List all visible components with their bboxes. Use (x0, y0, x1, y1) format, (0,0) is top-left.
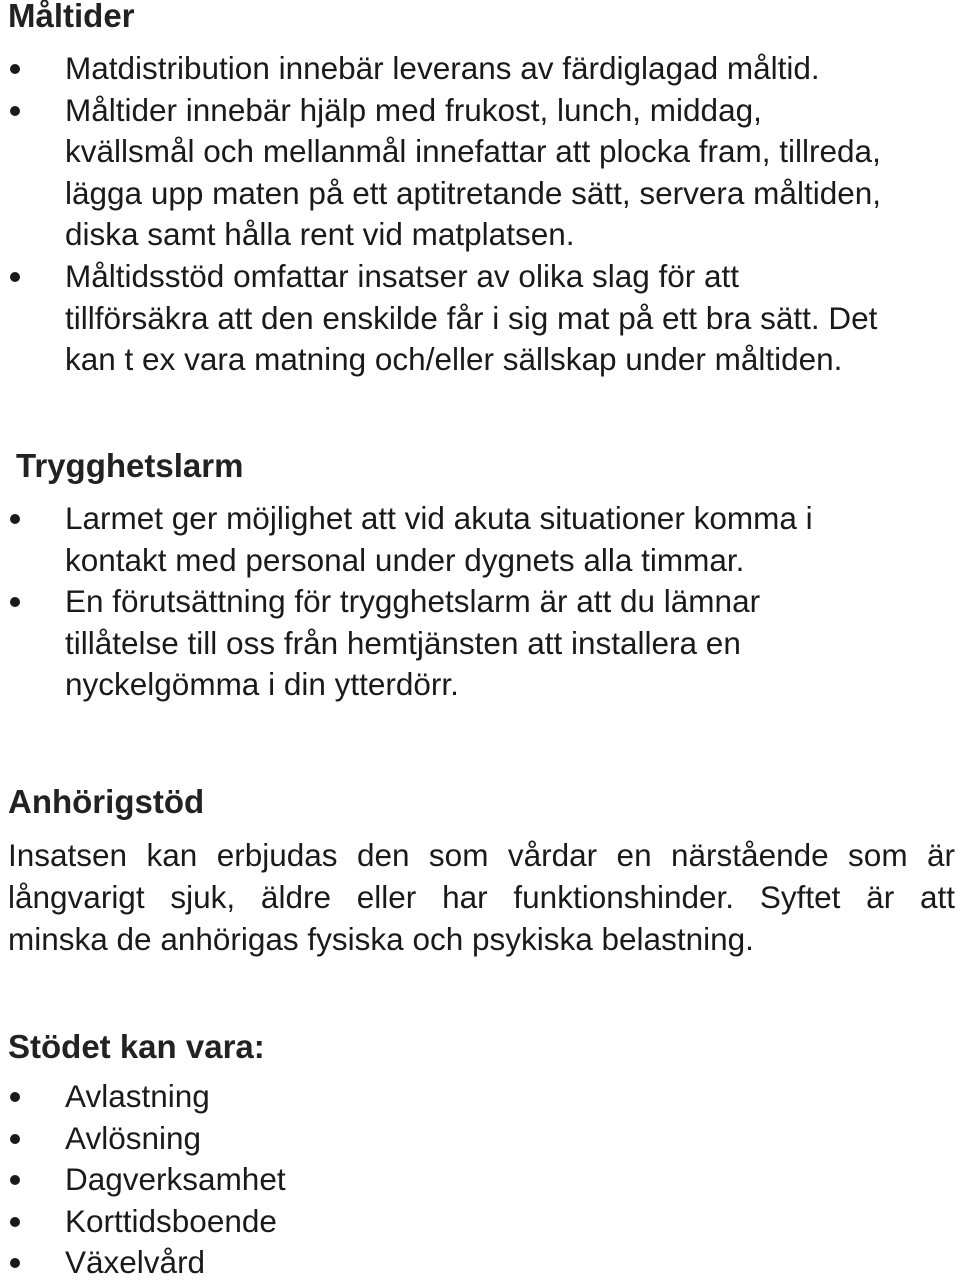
bullet-icon (10, 597, 20, 607)
anhorigstod-paragraph (8, 834, 955, 960)
list-item-text: kvällsmål och mellanmål innefattar att plocka fram, tillreda, (65, 133, 881, 170)
trygghetslarm-list (0, 498, 960, 706)
bullet-icon (10, 1258, 20, 1268)
list-item-text: kan t ex vara matning och/eller sällskap under måltiden. (65, 341, 843, 378)
list-item-text: Dagverksamhet (65, 1161, 286, 1198)
list-item (0, 256, 960, 381)
list-item (0, 90, 960, 256)
list-item-text: tillåtelse till oss från hemtjänsten att installera en (65, 624, 741, 661)
bullet-icon (10, 1134, 20, 1144)
stodet-list (0, 1076, 960, 1284)
paragraph-line: minska de anhörigas fysiska och psykiska belastning. (8, 921, 754, 957)
list-item (0, 498, 960, 581)
heading-stodet-kan-vara: Stödet kan vara: (8, 1028, 265, 1065)
list-item-text: Växelvård (65, 1244, 206, 1281)
heading-trygghetslarm: Trygghetslarm (16, 447, 244, 484)
list-item-text: tillförsäkra att den enskilde får i sig mat på ett bra sätt. Det (65, 299, 878, 336)
list-item (0, 48, 960, 90)
list-item (0, 1159, 960, 1201)
list-item (0, 1201, 960, 1243)
paragraph-line: Insatsen kan erbjudas den som vårdar en närstående som är (8, 837, 955, 873)
list-item-text: Avlastning (65, 1078, 210, 1114)
bullet-icon (10, 1217, 20, 1227)
list-item (0, 1076, 960, 1118)
bullet-icon (10, 272, 20, 282)
bullet-icon (10, 514, 20, 524)
list-item-text: lägga upp maten på ett aptitretande sätt, servera måltiden, (65, 174, 882, 211)
list-item-text: En förutsättning för trygghetslarm är att du lämnar (65, 583, 761, 620)
list-item-text: diska samt hålla rent vid matplatsen. (65, 216, 575, 253)
list-item-text: nyckelgömma i din ytterdörr. (65, 666, 459, 703)
list-item-text: Måltidsstöd omfattar insatser av olika slag för att (65, 257, 740, 294)
paragraph-line: långvarigt sjuk, äldre eller har funktionshinder. Syftet är att (8, 879, 955, 915)
heading-anhorigstod: Anhörigstöd (8, 783, 205, 820)
list-item (0, 1118, 960, 1160)
list-item-text: kontakt med personal under dygnets alla timmar. (65, 541, 745, 578)
maltider-list (0, 48, 960, 381)
bullet-icon (10, 1175, 20, 1185)
bullet-icon (10, 1092, 20, 1102)
list-item-text: Måltider innebär hjälp med frukost, lunch, middag, (65, 91, 762, 128)
bullet-icon (10, 106, 20, 116)
bullet-icon (10, 64, 20, 74)
list-item-text: Korttidsboende (65, 1202, 277, 1239)
heading-maltider: Måltider (8, 0, 135, 34)
list-item (0, 1242, 960, 1284)
list-item-text: Matdistribution innebär leverans av färdiglagad måltid. (65, 50, 820, 86)
list-item-text: Larmet ger möjlighet att vid akuta situationer komma i (65, 500, 813, 536)
list-item (0, 581, 960, 706)
list-item-text: Avlösning (65, 1119, 202, 1156)
